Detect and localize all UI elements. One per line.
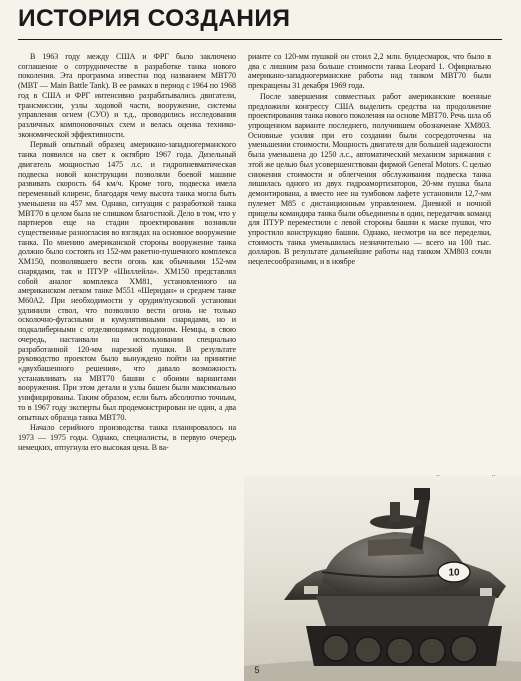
page-number: 5 [254,665,260,675]
text-column-right [248,52,491,452]
paragraph: После завершения совместных работ американские военные предложили конгрессу США выделить средства на продолжение проектирования танка нового поколения на основе МВТ70. Речь шла об упрощенном варианте последнего, получившем обозначение ХМ803. Основные усилия при его создании были сосредоточены на уменьшении стоимости. Мощность двигателя для большей надежности была уменьшена до 1250 л.с., автоматический механизм заряжания с этой же целью был усовершенствован фирмой General Motors. С целью снижения стоимости и облегчения обслуживания подвеска танка лишилась одного из двух гидроамортизаторов, 20-мм пушка была демонтирована, а вместо нее на тумбовом лафете установили 12,7-мм пулемет М85 с дистанционным управлением. Дневной и ночной прицелы командира танка были объединены в один, передатчик команд для ПТУР переместили с левой стороны башни к маске пушки, что упростило конструкцию башни. Однако, несмотря на все переделки, стоимость танка уменьшилась незначительно — всего на 100 тыс. долларов. В результате дальнейшие работы над танком ХМ803 сочли нецелесообразными, и в ноябре [248,91,491,267]
paragraph: Первый опытный образец американо-западногерманского танка появился на свет к октябрю 1967 года. Дизельный двигатель мощностью 1475 л.с. и гидропневматическая подвеска новой конструкции позволяли боевой машине развивать скорость 64 км/ч. Кроме того, подвеска имела переменный клиренс, благодаря чему высота танка могла быть уменьшена на 457 мм. Однако, ситуация с разработкой танка МВТ70 в целом была не слишком благостной. Дело в том, что у партнеров еще на стадии проектирования возникли существенные разногласия во взглядах на основное вооружение танка. По мнению американской стороны вооружение танка должно было состоять из 152-мм ракетно-пушечного комплекса ХМ150, позволявшего вести огонь как обычными 152-мм снарядами, так и ПТУР «Шиллейла». ХМ150 представлял собой аналог комплекса ХМ81, установленного на американском легком танке М551 «Шеридан» и среднем танке М60А2. При необходимости у орудия/пусковой установки удлинили ствол, что позволило вести огонь не только осколочно-фугасными и кумулятивными снарядами, но и подкалиберными с отделяющимся поддоном. Немцы, в свою очередь, настаивали на использовании специально разработанной 120-мм нарезной пушки. В результате руководство проектом было вынуждено пойти на принятие «двухбашенного решения», что давало возможность устанавливать на МВТ70 башни с обоими вариантами вооружения. При этом детали и узлы башен были максимально унифицированы. Таким образом, если быть абсолютно точным, то в 1967 году эксперты был продемонстрирован не один, а два опытных образца танка МВТ70. [18,140,236,422]
title-divider [18,39,502,40]
paragraph: Начало серийного производства танка планировалось на 1973 — 1975 годы. Однако, специалисты, в первую очередь немецких, отпугнула его высокая цена. В ва- [18,423,236,452]
turret-number: 10 [448,567,460,579]
tank-photo [244,476,521,681]
paragraph: рианте со 120-мм пушкой он стоил 2,2 млн. бундесмарок, что было в два с лишним раза больше стоимости танка Leopard 1. Официально американо-западногерманские работы над танком МВТ70 были прекращены 31 декабря 1969 года. [248,52,491,91]
page-title: ИСТОРИЯ СОЗДАНИЯ [18,5,291,32]
text-column-left [18,52,236,660]
paragraph: В 1963 году между США и ФРГ было заключено соглашение о сотрудничестве в разработке танка нового поколения. Эта программа известна под названием МВТ70 (МВТ — Main Battle Tank). В ее рамках в период с 1964 по 1968 год в США и ФРГ интенсивно разрабатывались двигатели, трансмиссии, узлы ходовой части, вооружение, системы управления огнем (СУО) и т.д., проводились исследования различных компоновочных схем и велась оценка технико-экономической эффективности. [18,52,236,139]
